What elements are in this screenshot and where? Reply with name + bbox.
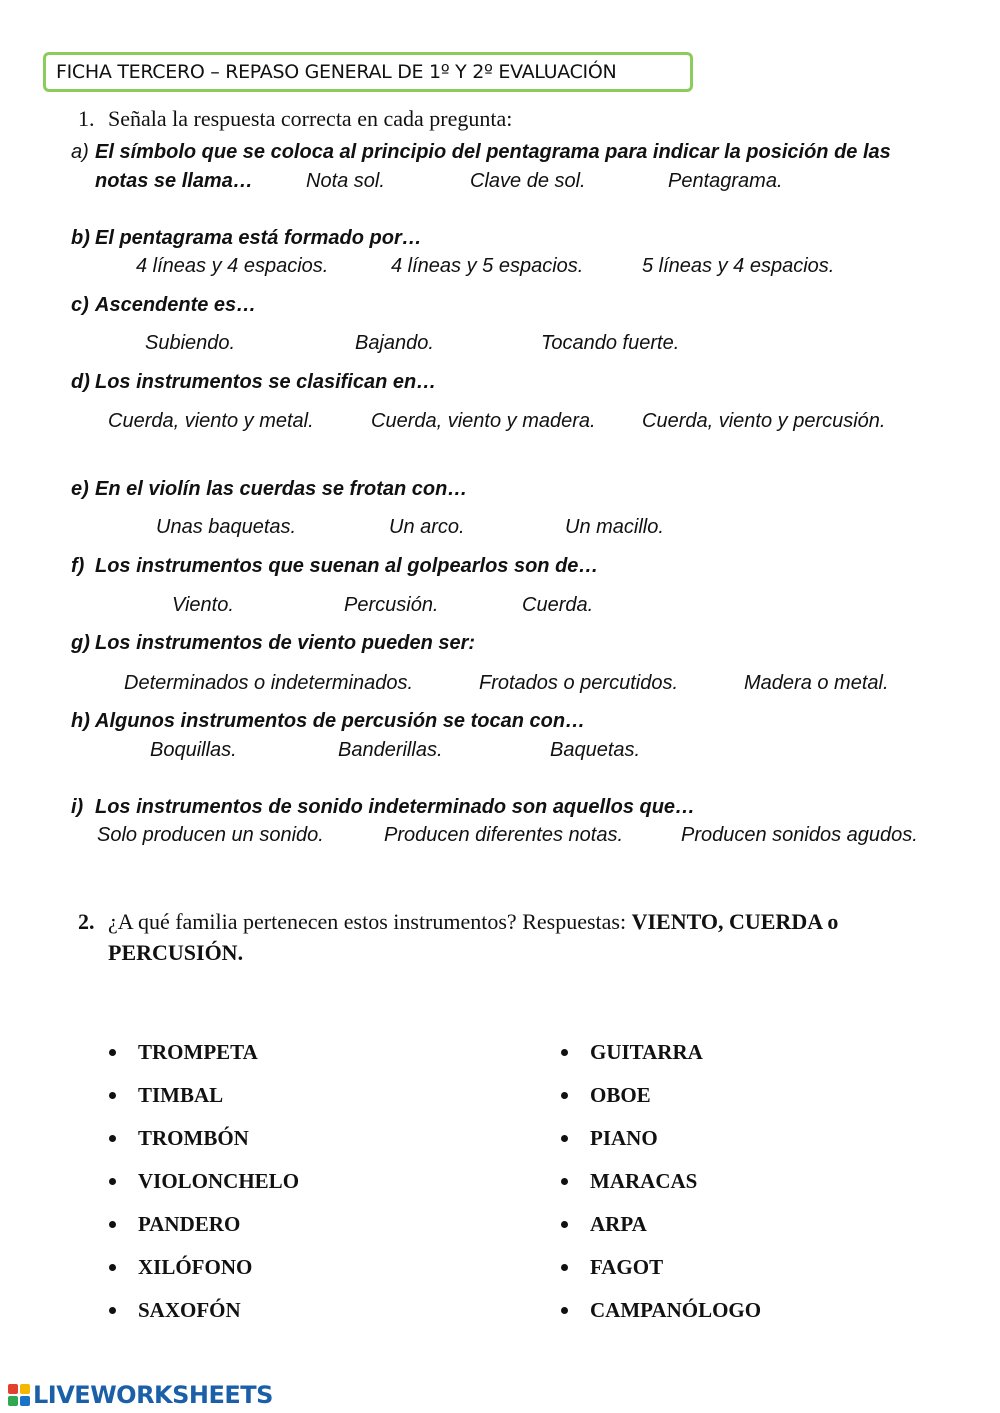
item-b-option-2[interactable]: 4 líneas y 5 espacios. [391, 255, 584, 277]
bullet-icon [109, 1264, 116, 1271]
item-a-option-1[interactable]: Nota sol. [306, 170, 385, 192]
item-g-label: g) [71, 632, 90, 654]
item-d-question: Los instrumentos se clasifican en… [95, 371, 437, 393]
item-g-question: Los instrumentos de viento pueden ser: [95, 632, 476, 654]
item-b-option-3[interactable]: 5 líneas y 4 espacios. [642, 255, 835, 277]
logo-square-icon [8, 1396, 18, 1406]
list-item [561, 1246, 761, 1289]
item-b-question: El pentagrama está formado por… [95, 227, 422, 249]
item-a-option-3[interactable]: Pentagrama. [668, 170, 783, 192]
liveworksheets-logo [8, 1381, 273, 1409]
item-c-label: c) [71, 294, 89, 316]
instrument-list-left [109, 1031, 299, 1332]
item-f-option-1[interactable]: Viento. [172, 594, 234, 616]
item-i-option-1[interactable]: Solo producen un sonido. [97, 824, 324, 846]
bullet-icon [561, 1092, 568, 1099]
item-i-option-2[interactable]: Producen diferentes notas. [384, 824, 624, 846]
item-f-option-2[interactable]: Percusión. [344, 594, 439, 616]
list-item [561, 1117, 761, 1160]
instrument-name: OBOE [590, 1083, 651, 1107]
item-g-option-1[interactable]: Determinados o indeterminados. [124, 672, 414, 694]
instrument-name: PANDERO [138, 1212, 241, 1236]
list-item [561, 1074, 761, 1117]
instrument-name: XILÓFONO [138, 1255, 253, 1279]
item-d-option-3[interactable]: Cuerda, viento y percusión. [642, 410, 886, 432]
item-b-option-1[interactable]: 4 líneas y 4 espacios. [136, 255, 329, 277]
question-2-answers-line2: PERCUSIÓN. [108, 940, 244, 965]
instrument-list-right [561, 1031, 761, 1332]
item-d-label: d) [71, 371, 90, 393]
item-h-option-1[interactable]: Boquillas. [150, 739, 237, 761]
question-2-text: ¿A qué familia pertenecen estos instrumentos? Respuestas: [108, 909, 632, 934]
instrument-name: VIOLONCHELO [138, 1169, 300, 1193]
liveworksheets-logo-icon [8, 1384, 30, 1406]
list-item [109, 1117, 299, 1160]
item-i-label: i) [71, 796, 84, 818]
item-i-option-3[interactable]: Producen sonidos agudos. [681, 824, 918, 846]
item-d-option-1[interactable]: Cuerda, viento y metal. [108, 410, 314, 432]
question-1-heading [78, 106, 512, 132]
bullet-icon [561, 1135, 568, 1142]
item-e-option-1[interactable]: Unas baquetas. [156, 516, 297, 538]
logo-square-icon [8, 1384, 18, 1394]
bullet-icon [561, 1221, 568, 1228]
bullet-icon [561, 1049, 568, 1056]
item-a-label: a) [71, 141, 89, 163]
liveworksheets-logo-text: LIVEWORKSHEETS [33, 1381, 273, 1409]
question-2-answers-line1: VIENTO, CUERDA o [631, 909, 839, 934]
item-e-label: e) [71, 478, 89, 500]
logo-square-icon [20, 1396, 30, 1406]
item-e-option-2[interactable]: Un arco. [389, 516, 465, 538]
item-c-option-2[interactable]: Bajando. [355, 332, 434, 354]
list-item [109, 1160, 299, 1203]
instrument-name: PIANO [590, 1126, 658, 1150]
item-h-option-2[interactable]: Banderillas. [338, 739, 443, 761]
item-f-option-3[interactable]: Cuerda. [522, 594, 594, 616]
bullet-icon [109, 1178, 116, 1185]
item-f-question: Los instrumentos que suenan al golpearlos son de… [95, 555, 599, 577]
bullet-icon [109, 1092, 116, 1099]
bullet-icon [109, 1049, 116, 1056]
instrument-name: MARACAS [590, 1169, 698, 1193]
item-h-label: h) [71, 710, 90, 732]
bullet-icon [561, 1307, 568, 1314]
item-d-option-2[interactable]: Cuerda, viento y madera. [371, 410, 596, 432]
instrument-name: CAMPANÓLOGO [590, 1298, 762, 1322]
logo-square-icon [20, 1384, 30, 1394]
item-h-option-3[interactable]: Baquetas. [550, 739, 641, 761]
item-h-question: Algunos instrumentos de percusión se tocan con… [95, 710, 586, 732]
instrument-name: TIMBAL [138, 1083, 224, 1107]
item-g-option-3[interactable]: Madera o metal. [744, 672, 889, 694]
worksheet-title: FICHA TERCERO – REPASO GENERAL DE 1º Y 2º EVALUACIÓN [43, 52, 693, 92]
bullet-icon [109, 1307, 116, 1314]
question-2-number: 2. [78, 909, 95, 934]
item-g-option-2[interactable]: Frotados o percutidos. [479, 672, 678, 694]
item-c-option-3[interactable]: Tocando fuerte. [541, 332, 680, 354]
item-a-question-line2: notas se llama… [95, 170, 253, 192]
instrument-name: SAXOFÓN [138, 1298, 241, 1322]
list-item [109, 1203, 299, 1246]
bullet-icon [561, 1178, 568, 1185]
instrument-name: TROMPETA [138, 1040, 258, 1064]
instrument-name: GUITARRA [590, 1040, 703, 1064]
item-f-label: f) [71, 555, 85, 577]
list-item [561, 1031, 761, 1074]
item-b-label: b) [71, 227, 90, 249]
item-a-option-2[interactable]: Clave de sol. [470, 170, 586, 192]
item-i-question: Los instrumentos de sonido indeterminado son aquellos que… [95, 796, 696, 818]
list-item [109, 1074, 299, 1117]
item-e-option-3[interactable]: Un macillo. [565, 516, 664, 538]
list-item [109, 1031, 299, 1074]
item-c-option-1[interactable]: Subiendo. [145, 332, 236, 354]
item-c-question: Ascendente es… [95, 294, 257, 316]
list-item [561, 1289, 761, 1332]
list-item [109, 1246, 299, 1289]
question-1-text: Señala la respuesta correcta en cada pregunta: [108, 106, 513, 131]
bullet-icon [109, 1135, 116, 1142]
item-a-question-line1: El símbolo que se coloca al principio del pentagrama para indicar la posición de las [95, 141, 891, 163]
list-item [561, 1203, 761, 1246]
instrument-name: FAGOT [590, 1255, 664, 1279]
bullet-icon [109, 1221, 116, 1228]
bullet-icon [561, 1264, 568, 1271]
instrument-name: ARPA [590, 1212, 647, 1236]
list-item [109, 1289, 299, 1332]
question-1-number: 1. [78, 106, 95, 131]
list-item [561, 1160, 761, 1203]
item-e-question: En el violín las cuerdas se frotan con… [95, 478, 468, 500]
instrument-name: TROMBÓN [138, 1126, 249, 1150]
